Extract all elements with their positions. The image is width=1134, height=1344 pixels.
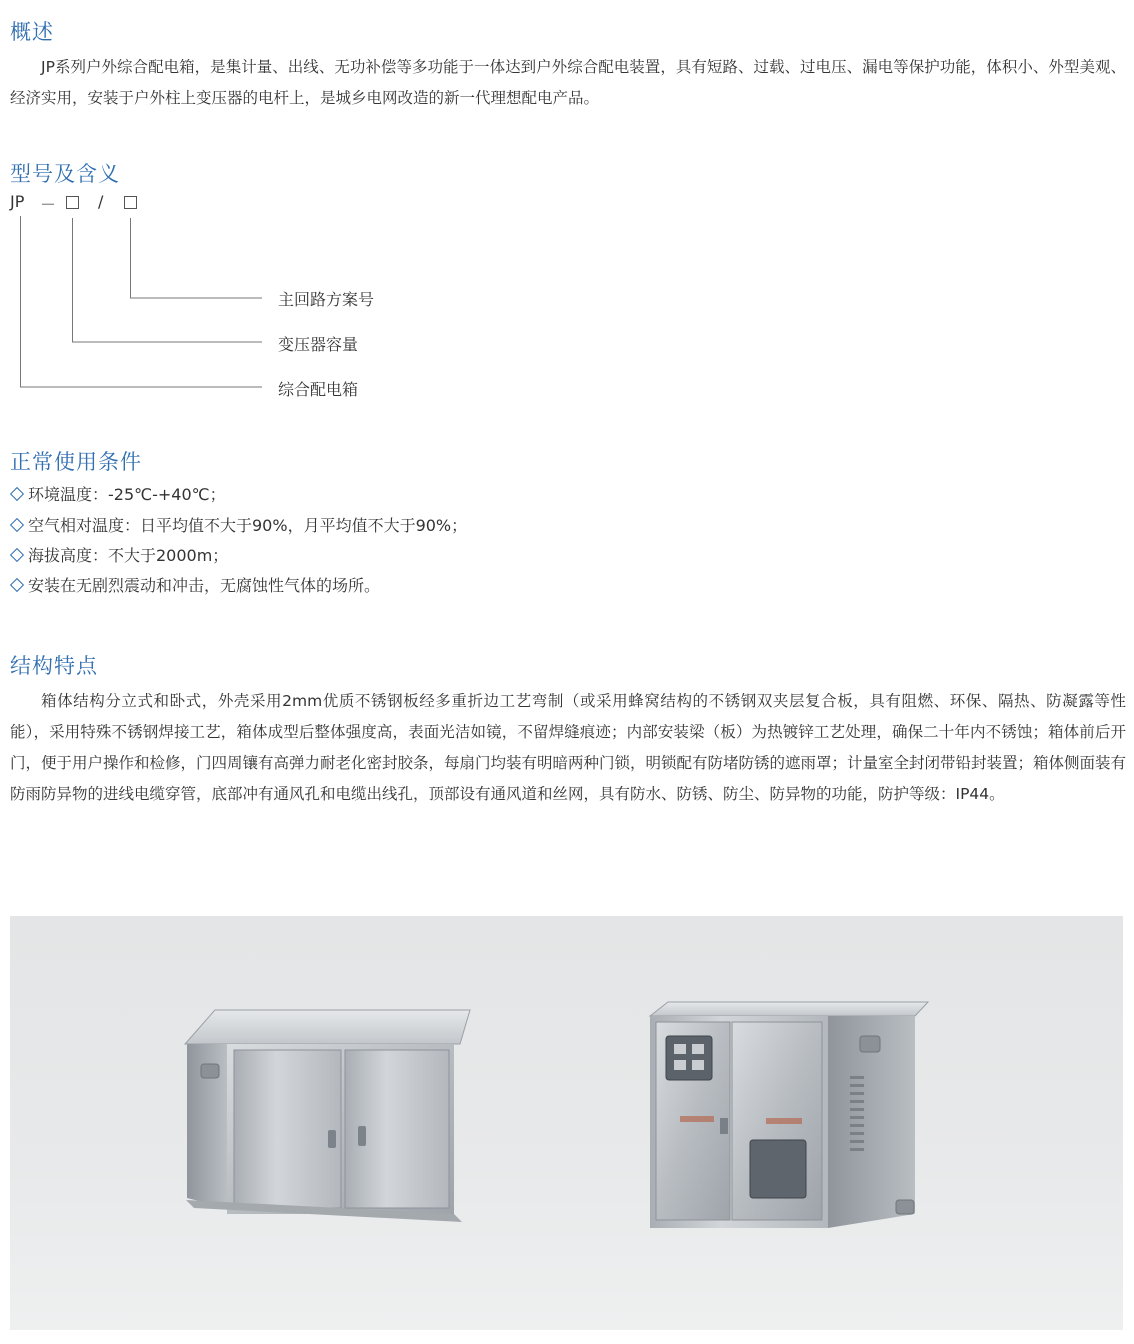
model-dash: － — [40, 195, 57, 214]
tree-line-capacity — [73, 218, 263, 342]
condition-item: 安装在无剧烈震动和冲击，无腐蚀性气体的场所。 — [10, 573, 380, 596]
section-heading-structure: 结构特点 — [10, 654, 98, 678]
label-box: 综合配电箱 — [278, 380, 359, 399]
section-heading-model: 型号及含义 — [10, 162, 120, 186]
section-heading-overview: 概述 — [10, 20, 54, 44]
label-capacity: 变压器容量 — [278, 335, 359, 354]
diamond-bullet-icon — [10, 518, 24, 532]
model-slash: / — [98, 192, 104, 211]
condition-item: 环境温度：-25℃-+40℃； — [10, 482, 226, 505]
label-scheme: 主回路方案号 — [278, 290, 375, 309]
overview-paragraph: JP系列户外综合配电箱，是集计量、出线、无功补偿等多功能于一体达到户外综合配电装置，具有短路、过载、过电压、漏电等保护功能，体积小、外型美观、经济实用，安装于户外柱上变压器的电杆上，是城乡电网改造的新一代理想配电产品。 — [10, 58, 1126, 107]
model-prefix: JP — [10, 192, 25, 211]
diamond-bullet-icon — [10, 578, 24, 592]
cabinet-double-door — [185, 1010, 470, 1222]
condition-item: 海拔高度：不大于2000m； — [10, 543, 228, 566]
tree-line-scheme — [131, 218, 263, 298]
diamond-bullet-icon — [10, 487, 24, 501]
product-illustration — [10, 916, 1123, 1330]
product-photo-panel — [10, 916, 1123, 1330]
cabinet-meter-box — [650, 1002, 928, 1228]
model-tree-lines — [0, 0, 300, 400]
condition-item: 空气相对温度：日平均值不大于90%，月平均值不大于90%； — [10, 513, 467, 536]
structure-paragraph: 箱体结构分立式和卧式，外壳采用2mm优质不锈钢板经多重折边工艺弯制（或采用蜂窝结构的不锈钢双夹层复合板，具有阻燃、环保、隔热、防凝露等性能），采用特殊不锈钢焊接工艺，箱体成型后整体强度高，表面光洁如镜，不留焊缝痕迹；内部安装梁（板）为热镀锌工艺处理，确保二十年内不锈蚀；箱体前后开门，便于用户操作和检修，门四周镶有高弹力耐老化密封胶条，每扇门均装有明暗两种门锁，明锁配有防堵防锈的遮雨罩；计量室全封闭带铅封装置；箱体侧面装有防雨防异物的进线电缆穿管，底部冲有通风孔和电缆出线孔，顶部设有通风道和丝网，具有防水、防锈、防尘、防异物的功能，防护等级：IP44。 — [10, 692, 1127, 803]
section-heading-conditions: 正常使用条件 — [10, 450, 142, 474]
tree-line-box — [21, 216, 263, 387]
diamond-bullet-icon — [10, 548, 24, 562]
